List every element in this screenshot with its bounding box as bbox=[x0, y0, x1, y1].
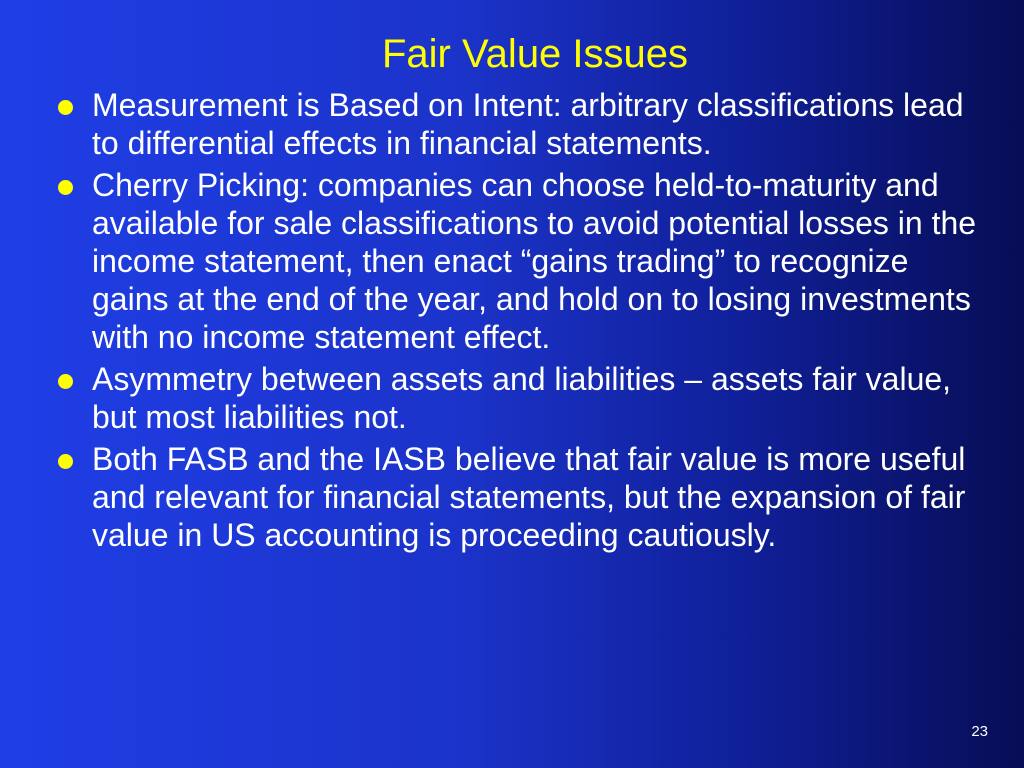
bullet-dot-icon bbox=[58, 374, 73, 389]
bullet-text: Both FASB and the IASB believe that fair value is more useful and relevant for financial statements, but the expansion of fair value in US accounting is proceeding cautiously. bbox=[92, 441, 966, 553]
page-number: 23 bbox=[971, 723, 988, 740]
bullet-dot-icon bbox=[58, 454, 73, 469]
bullet-dot-icon bbox=[58, 100, 73, 115]
bullet-item-measurement bbox=[52, 86, 992, 162]
bullet-item-cherry-picking bbox=[52, 166, 992, 356]
bullet-text: Cherry Picking: companies can choose held-to-maturity and available for sale classifications to avoid potential losses in the income statement, then enact “gains trading” to recognize gains at the end of the year, and hold on to losing investments with no income statement effect. bbox=[92, 167, 977, 355]
bullet-item-fasb-iasb bbox=[52, 440, 992, 554]
bullet-list bbox=[52, 86, 992, 558]
bullet-text: Asymmetry between assets and liabilities – assets fair value, but most liabilities not. bbox=[92, 361, 952, 435]
bullet-text: Measurement is Based on Intent: arbitrary classifications lead to differential effects in financial statements. bbox=[92, 87, 964, 161]
bullet-dot-icon bbox=[58, 180, 73, 195]
slide-title: Fair Value Issues bbox=[381, 32, 689, 76]
bullet-item-asymmetry bbox=[52, 360, 992, 436]
